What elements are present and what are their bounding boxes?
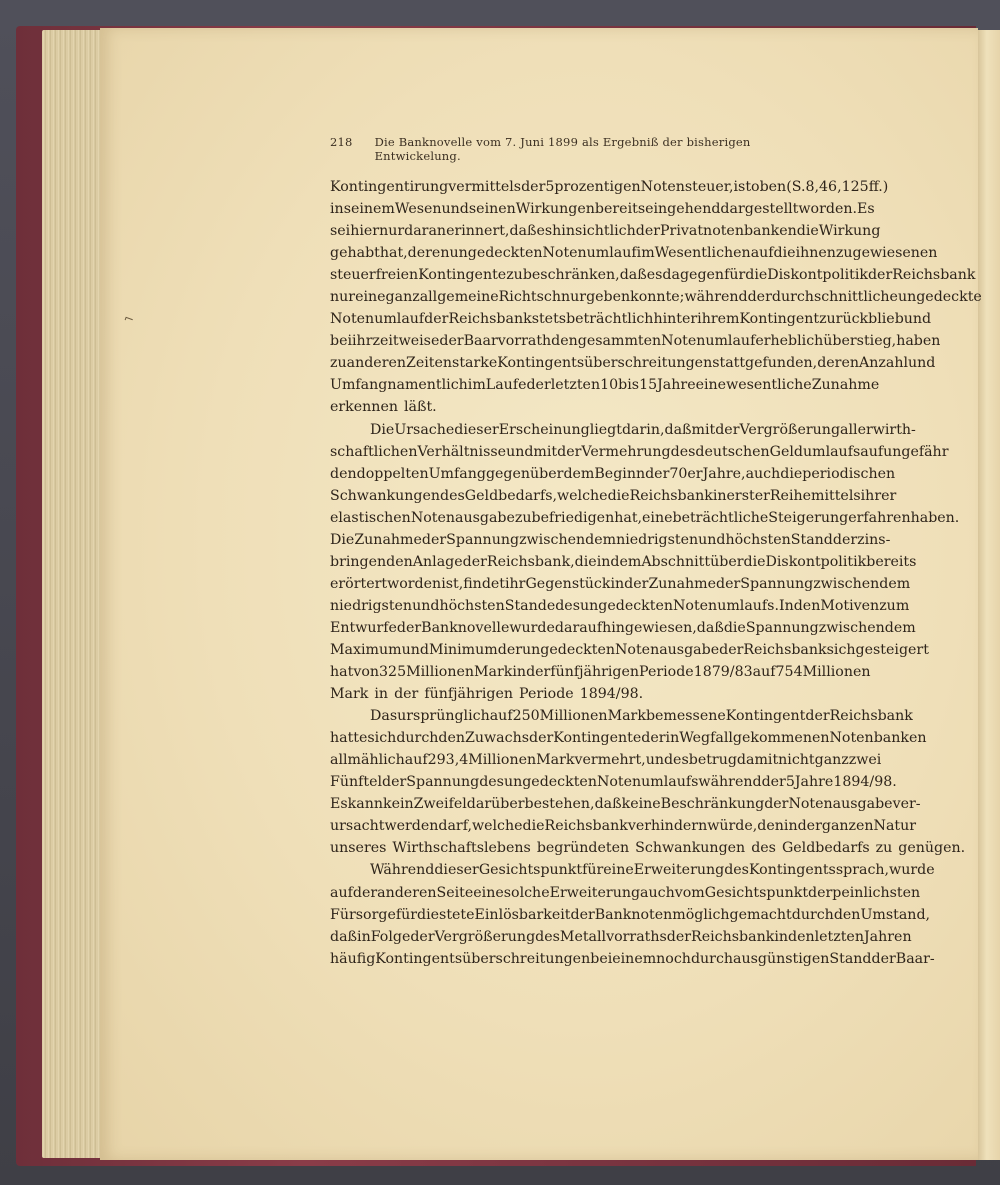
text-line: sei hier nur daran erinnert, daß es hinsichtlich der Privatnotenbanken die Wirkung: [330, 223, 881, 240]
text-line: erörtert worden ist, findet ihr Gegenstück in der Zunahme der Spannung zwischen dem: [330, 575, 911, 592]
paragraph: [330, 859, 935, 969]
text-line: bei ihr zeitweise der Baarvorrath den gesammten Notenumlauf erheblich überstieg, haben: [330, 333, 941, 350]
text-line: erkennen läßt.: [330, 399, 437, 416]
text-line: niedrigsten und höchsten Stande des ungedeckten Notenumlaufs. In den Motiven zum: [330, 597, 910, 614]
text-line: gehabt hat, deren ungedeckten Notenumlauf im Wesentlichen auf die ihnen zugewiesenen: [330, 245, 938, 262]
page-number: 218: [330, 135, 353, 149]
text-line: Die Ursache dieser Erscheinung liegt darin, daß mit der Vergrößerung aller wirth-: [370, 421, 916, 438]
text-line: den doppelten Umfang gegenüber dem Beginn der 70er Jahre, auch die periodischen: [330, 465, 896, 482]
text-line: hat von 325 Millionen Mark in der fünfjährigen Periode 1879/83 auf 754 Millionen: [330, 664, 871, 681]
text-line: ursacht werden darf, welche die Reichsbank verhindern würde, den in der ganzen Natur: [330, 818, 917, 835]
text-line: Entwurfe der Banknovelle wurde darauf hingewiesen, daß die Spannung zwischen dem: [330, 619, 916, 636]
text-line: Kontingentirung vermittels der 5prozentigen Notensteuer, ist oben (S. 8, 46, 125 ff.): [330, 179, 889, 195]
running-title: Die Banknovelle vom 7. Juni 1899 als Ergebniß der bisherigen Entwickelung.: [374, 135, 751, 163]
paragraph: [330, 705, 966, 859]
text-line: steuerfreien Kontingente zu beschränken, daß es dagegen für die Diskontpolitik der Reichsbank: [330, 267, 976, 284]
margin-mark: ⌐: [121, 310, 137, 328]
text-line: daß in Folge der Vergrößerung des Metallvorraths der Reichsbank in den letzten Jahren: [330, 928, 912, 945]
text-line: bringenden Anlage der Reichsbank, die in dem Abschnitt über die Diskontpolitik bereits: [330, 553, 917, 570]
text-line: Es kann kein Zweifel darüber bestehen, daß keine Beschränkung der Notenausgabe ver-: [330, 796, 921, 813]
text-line: Die Zunahme der Spannung zwischen dem niedrigsten und höchsten Stand der zins-: [330, 531, 891, 548]
next-page-edge: [978, 30, 1000, 1160]
text-line: Fünftel der Spannung des ungedeckten Notenumlaufs während der 5 Jahre 1894/98.: [330, 774, 897, 791]
text-line: in seinem Wesen und seinen Wirkungen bereits eingehend dargestellt worden. Es: [330, 201, 875, 218]
text-line: unseres Wirthschaftslebens begründeten Schwankungen des Geldbedarfs zu genügen.: [330, 840, 966, 857]
paragraph: [330, 419, 960, 706]
paragraph: [330, 176, 982, 419]
running-head: [330, 135, 785, 163]
text-line: Während dieser Gesichtspunkt für eine Erweiterung des Kontingents sprach, wurde: [370, 862, 935, 879]
text-line: Fürsorge für die stete Einlösbarkeit der Banknoten möglich gemacht durch den Umstand,: [330, 906, 931, 923]
text-line: Das ursprünglich auf 250 Millionen Mark bemessene Kontingent der Reichsbank: [370, 708, 913, 725]
text-line: allmählich auf 293,4 Millionen Mark vermehrt, und es betrug damit nicht ganz zwei: [330, 752, 882, 769]
text-line: zu anderen Zeiten starke Kontingentsüberschreitungen stattgefunden, deren Anzahl und: [330, 355, 936, 372]
text-line: hatte sich durch den Zuwachs der Kontingente der in Wegfall gekommenen Notenbanken: [330, 730, 927, 747]
text-line: Schwankungen des Geldbedarfs, welche die Reichsbank in erster Reihe mittels ihrer: [330, 487, 897, 504]
text-line: Notenumlauf der Reichsbank stets beträchtlich hinter ihrem Kontingent zurückblieb und: [330, 311, 932, 328]
text-line: Mark in der fünfjährigen Periode 1894/98.: [330, 686, 644, 703]
text-line: Umfang namentlich im Laufe der letzten 10 bis 15 Jahre eine wesentliche Zunahme: [330, 377, 880, 394]
text-line: Maximum und Minimum der ungedeckten Notenausgabe der Reichsbank sich gesteigert: [330, 641, 929, 658]
body-text: [330, 176, 982, 970]
text-line: nur eine ganz allgemeine Richtschnur geben konnte; während der durchschnittliche ungedeckte: [330, 289, 982, 306]
text-line: auf der anderen Seite eine solche Erweiterung auch vom Gesichtspunkt der peinlichsten: [330, 884, 921, 901]
text-line: elastischen Notenausgabe zu befriedigen hat, eine beträchtliche Steigerung erfahren haben.: [330, 509, 960, 526]
text-line: schaftlichen Verhältnisse und mit der Vermehrung des deutschen Geldumlaufs auf ungefähr: [330, 443, 949, 460]
text-line: häufig Kontingentsüberschreitungen bei einem noch durchaus günstigen Stand der Baar-: [330, 950, 935, 967]
